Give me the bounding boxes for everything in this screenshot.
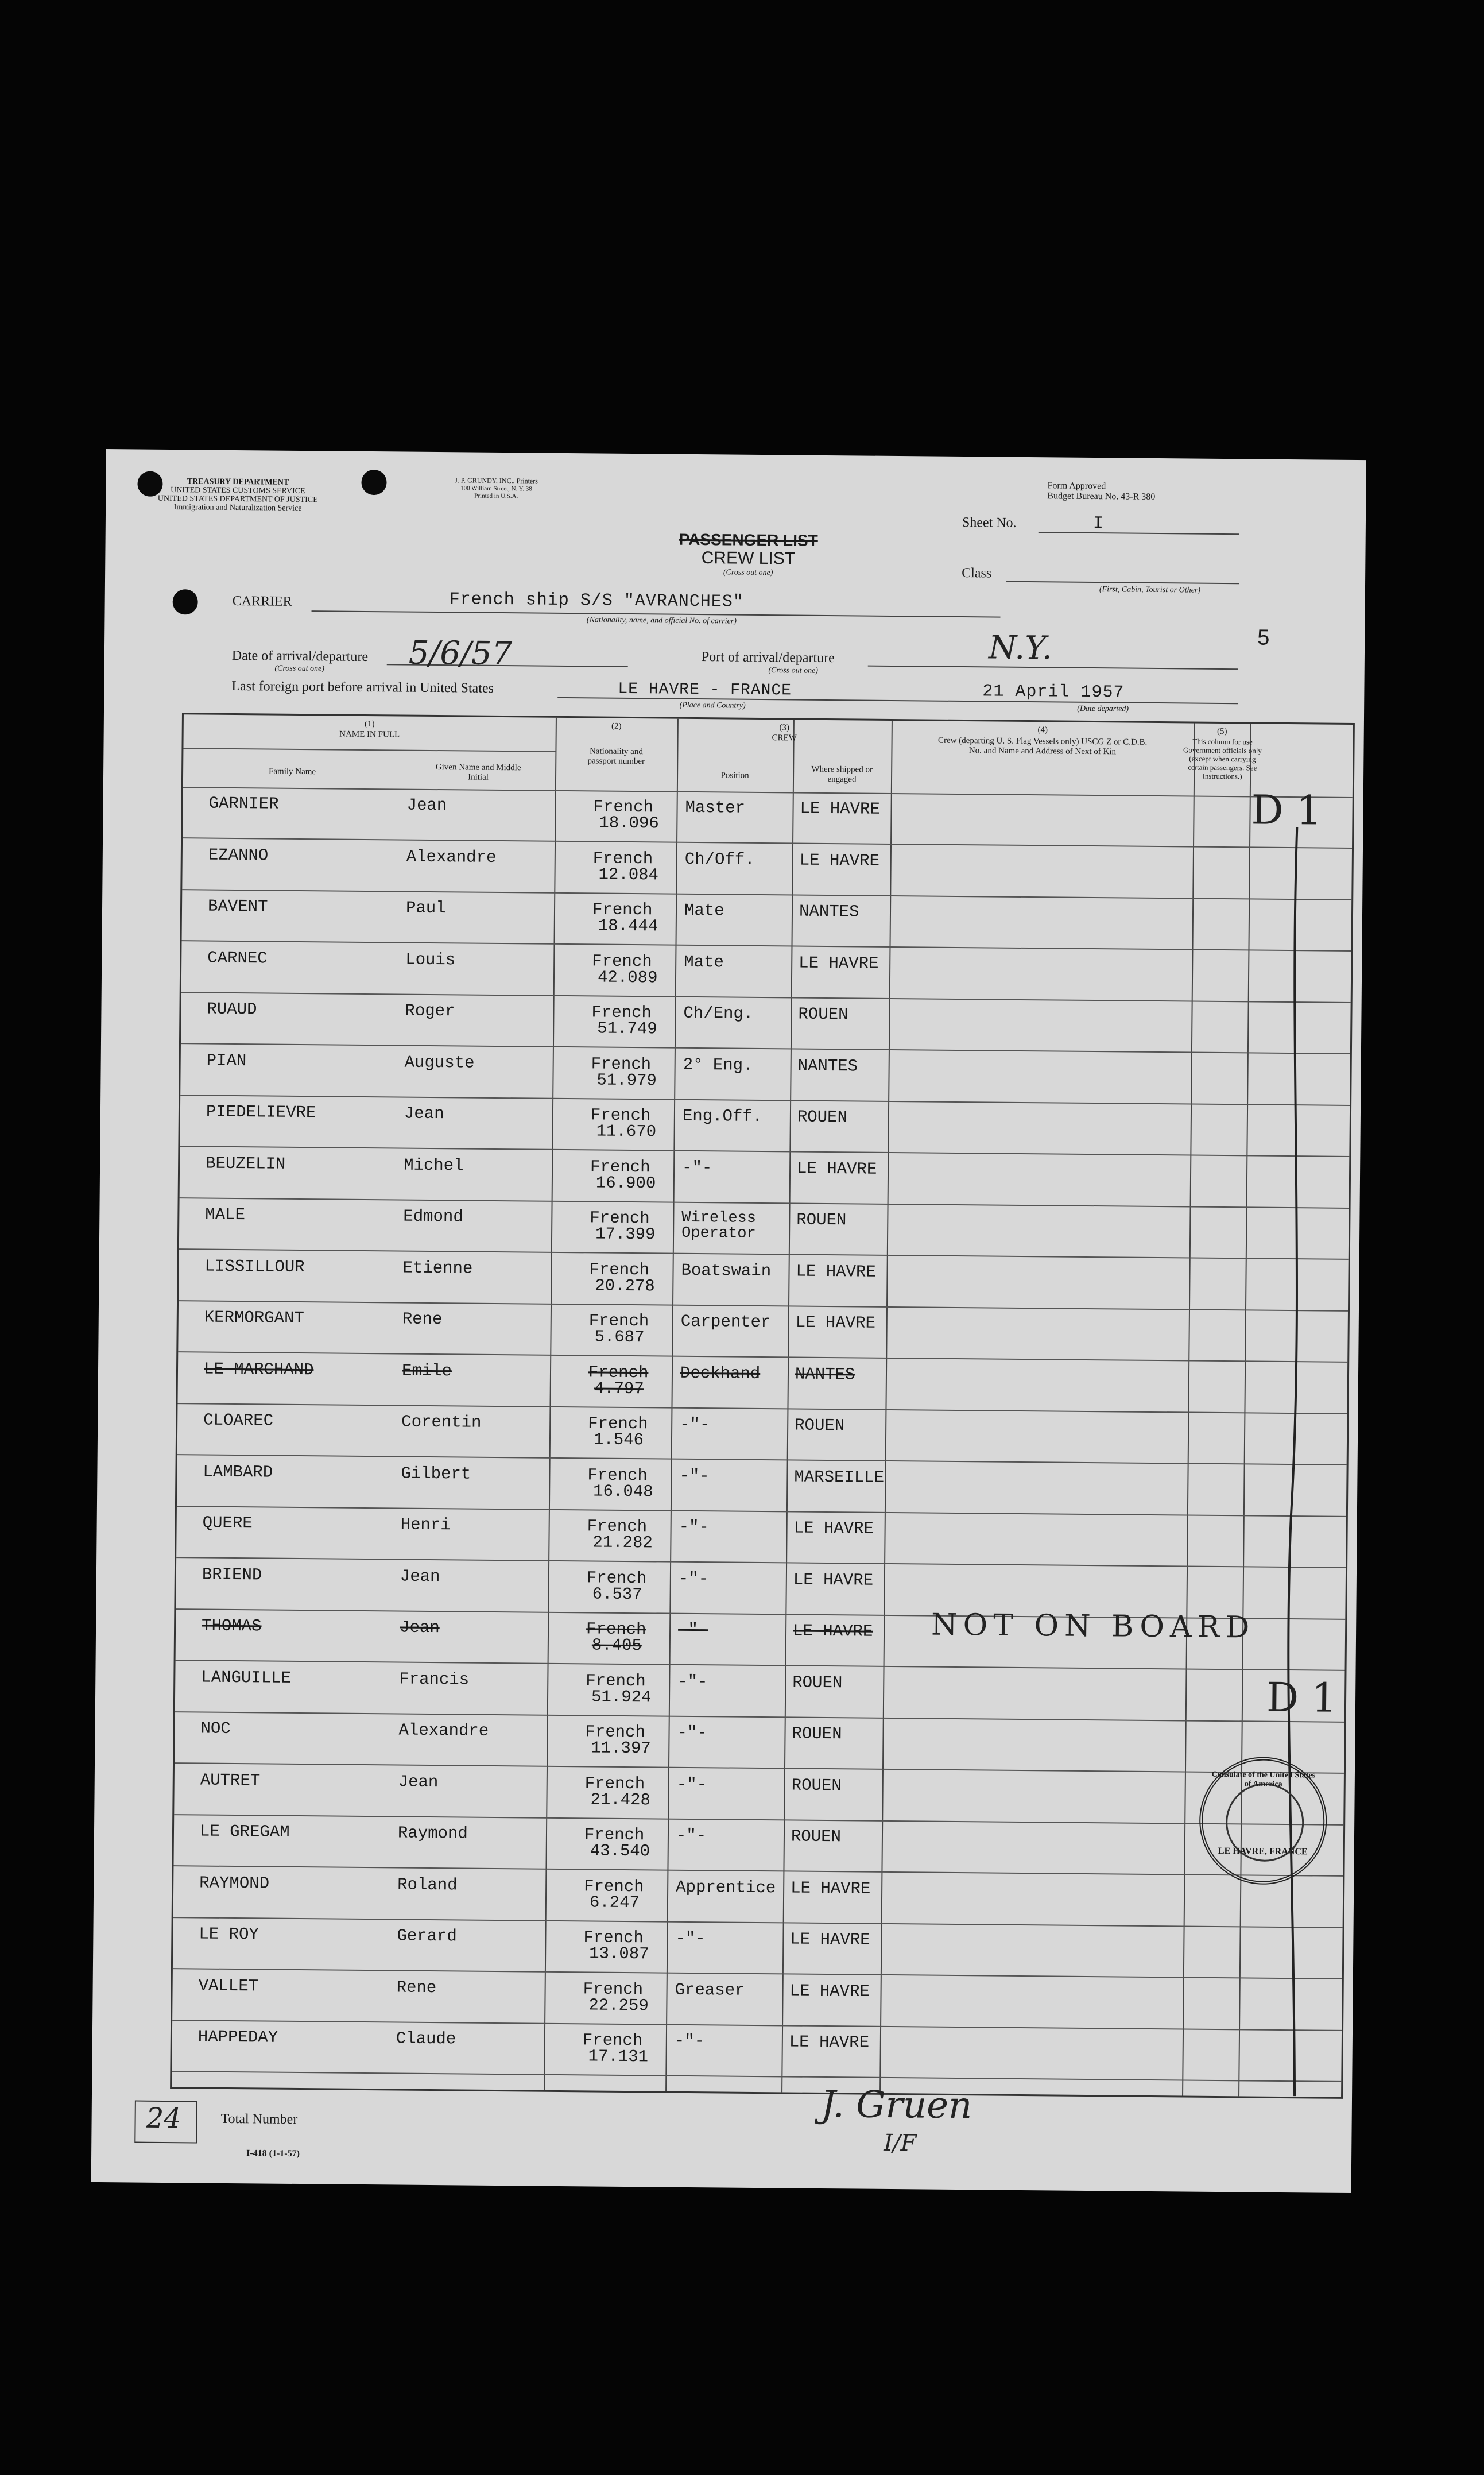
given-name-cell: Henri: [400, 1515, 451, 1535]
col5-title: This column for use Government officials only (except when carrying certain passengers. See Instructions.): [1183, 737, 1262, 781]
budget-bureau: Budget Bureau No. 43-R 380: [1047, 491, 1156, 502]
position-cell: -"-: [677, 1620, 708, 1640]
family-name-cell: LAMBARD: [203, 1462, 273, 1482]
nationality-cell: French: [590, 1208, 650, 1228]
family-name-cell: LE ROY: [199, 1924, 259, 1944]
position-cell: Mate: [684, 900, 724, 921]
position-cell: Mate: [684, 952, 724, 972]
consulate-stamp: [1199, 1757, 1327, 1885]
given-name-cell: Claude: [396, 2029, 456, 2049]
family-name-cell: PIAN: [206, 1051, 247, 1070]
family-name-cell: LISSILLOUR: [204, 1256, 305, 1277]
given-name-cell: Jean: [406, 795, 447, 815]
position-cell: -"-: [677, 1672, 708, 1691]
family-name-cell: THOMAS: [201, 1616, 262, 1636]
given-name-cell: Corentin: [401, 1412, 482, 1432]
nationality-cell: French: [588, 1311, 649, 1331]
position-cell: -"-: [674, 2031, 705, 2051]
shipped-where-cell: LE HAVRE: [793, 1518, 874, 1538]
last-port-label: Last foreign port before arrival in United States: [231, 678, 494, 696]
passport-number-cell: 12.084: [598, 865, 659, 884]
family-name-cell: CLOAREC: [203, 1410, 274, 1430]
carrier-hint: (Nationality, name, and official No. of carrier): [586, 616, 737, 626]
col3-title: CREW: [772, 733, 797, 743]
not-on-board-note: NOT ON BOARD: [931, 1607, 1256, 1645]
position-cell: Wireless Operator: [681, 1209, 757, 1243]
passport-number-cell: 21.282: [592, 1533, 653, 1553]
total-value: 24: [146, 2102, 181, 2135]
dept-line: TREASURY DEPARTMENT: [187, 477, 289, 487]
position-cell: Ch/Off.: [684, 849, 755, 869]
family-name-cell: BRIEND: [202, 1565, 262, 1584]
nationality-cell: French: [582, 2031, 643, 2051]
family-name-cell: RAYMOND: [199, 1873, 270, 1893]
col3-num: (3): [779, 723, 790, 733]
nationality-cell: French: [586, 1670, 646, 1691]
form-approved: Form Approved: [1047, 481, 1106, 492]
shipped-where-cell: LE HAVRE: [791, 1878, 871, 1898]
last-port-hint: (Place and Country): [679, 701, 746, 710]
passport-number-cell: 21.428: [590, 1789, 651, 1809]
nationality-cell: French: [586, 1619, 646, 1639]
d1-mark: D 1: [1266, 1673, 1338, 1722]
family-name-cell: QUERE: [202, 1513, 253, 1533]
given-name-cell: Roland: [397, 1875, 458, 1894]
col5-num: (5): [1216, 726, 1227, 737]
given-name-cell: Alexandre: [398, 1720, 489, 1741]
shipped-where-cell: LE HAVRE: [795, 1313, 876, 1333]
passport-number-cell: 1.546: [593, 1430, 644, 1450]
family-name-cell: KERMORGANT: [204, 1308, 304, 1328]
shipped-where-cell: LE HAVRE: [799, 850, 880, 871]
col4-num: (4): [1037, 725, 1048, 735]
date-label: Date of arrival/departure: [231, 648, 369, 664]
printer-line: J. P. GRUNDY, INC., Printers: [455, 476, 538, 485]
passport-number-cell: 17.399: [595, 1224, 656, 1244]
given-name-cell: Francis: [399, 1669, 470, 1689]
given-name-cell: Rene: [396, 1978, 437, 1997]
given-name-cell: Jean: [400, 1567, 440, 1586]
punch-hole: [172, 589, 197, 614]
position-cell: 2° Eng.: [683, 1055, 753, 1075]
class-label: Class: [962, 566, 992, 581]
position-cell: Apprentice: [676, 1877, 776, 1897]
shipped-where-cell: LE HAVRE: [789, 2032, 870, 2052]
position-cell: -"-: [677, 1723, 707, 1743]
passenger-list-title: PASSENGER LIST: [679, 530, 818, 550]
position-cell: Deckhand: [680, 1363, 761, 1383]
shipped-where-cell: LE HAVRE: [793, 1570, 874, 1590]
shipped-where-cell: NANTES: [795, 1364, 855, 1384]
passport-number-cell: 4.797: [594, 1378, 644, 1398]
given-name-cell: Jean: [398, 1772, 439, 1792]
nationality-cell: French: [591, 1003, 652, 1023]
nationality-cell: French: [584, 1825, 645, 1845]
port-label: Port of arrival/departure: [701, 649, 835, 666]
position-cell: -"-: [681, 1158, 712, 1177]
sheet-underline: [1039, 532, 1239, 535]
family-name-cell: NOC: [200, 1719, 231, 1738]
passport-number-cell: 8.405: [591, 1635, 642, 1656]
passport-number-cell: 42.089: [597, 968, 658, 987]
date-departed-value: 21 April 1957: [982, 682, 1125, 703]
passport-number-cell: 11.397: [591, 1738, 651, 1758]
passport-number-cell: 13.087: [589, 1944, 649, 1964]
family-name-cell: AUTRET: [200, 1770, 261, 1790]
nationality-cell: French: [589, 1259, 650, 1279]
punch-hole: [361, 470, 386, 495]
given-name-cell: Emile: [401, 1361, 452, 1380]
shipped-where-cell: LE HAVRE: [792, 1621, 873, 1641]
nationality-cell: French: [587, 1517, 648, 1537]
shipped-where-cell: ROUEN: [792, 1724, 842, 1744]
given-name-cell: Rene: [402, 1309, 443, 1329]
passport-number-cell: 6.247: [589, 1892, 640, 1912]
position-cell: Ch/Eng.: [683, 1003, 754, 1023]
position-cell: Carpenter: [680, 1312, 771, 1332]
carrier-label: CARRIER: [232, 593, 292, 609]
col-family-name: Family Name: [268, 767, 316, 777]
given-name-cell: Jean: [404, 1104, 444, 1124]
position-cell: Greaser: [675, 1980, 745, 2000]
position-cell: -"-: [679, 1517, 710, 1537]
port-hint: (Cross out one): [768, 666, 819, 675]
family-name-cell: CARNEC: [207, 948, 268, 968]
col1-title: NAME IN FULL: [339, 729, 400, 740]
given-name-cell: Raymond: [397, 1823, 468, 1843]
col-given-name: Given Name and Middle Initial: [435, 763, 521, 782]
position-cell: -"-: [676, 1774, 707, 1794]
crew-list-form: [91, 449, 1366, 2193]
position-cell: Boatswain: [681, 1260, 772, 1281]
nationality-cell: French: [587, 1465, 648, 1485]
shipped-where-cell: LE HAVRE: [799, 953, 879, 973]
position-cell: -"-: [676, 1826, 707, 1846]
passport-number-cell: 51.979: [596, 1070, 657, 1090]
col4-title: Crew (departing U. S. Flag Vessels only) USCG Z or C.D.B. No. and Name and Address of Next of Kin: [937, 736, 1148, 757]
date-departed-hint: (Date departed): [1077, 704, 1129, 714]
shipped-where-cell: ROUEN: [791, 1827, 842, 1847]
given-name-cell: Louis: [405, 950, 456, 969]
shipped-where-cell: LE HAVRE: [790, 1929, 870, 1950]
shipped-where-cell: MARSEILLE: [794, 1467, 885, 1487]
position-cell: -"-: [680, 1414, 710, 1434]
given-name-cell: Edmond: [403, 1206, 463, 1227]
cross-out-hint: (Cross out one): [723, 568, 773, 578]
nationality-cell: French: [590, 1105, 651, 1126]
stamp-city: LE HAVRE, FRANCE: [1218, 1846, 1308, 1857]
page-number: 5: [1257, 625, 1270, 650]
shipped-where-cell: ROUEN: [797, 1107, 848, 1127]
nationality-cell: French: [593, 797, 654, 817]
dept-line: UNITED STATES CUSTOMS SERVICE: [171, 485, 305, 496]
family-name-cell: LE MARCHAND: [203, 1359, 314, 1379]
crew-list-title: CREW LIST: [701, 548, 796, 569]
shipped-where-cell: ROUEN: [798, 1004, 848, 1024]
nationality-cell: French: [585, 1722, 646, 1742]
carrier-value: French ship S/S "AVRANCHES": [449, 590, 744, 612]
family-name-cell: GARNIER: [208, 794, 279, 814]
date-hint: (Cross out one): [274, 664, 325, 674]
family-name-cell: LANGUILLE: [201, 1668, 292, 1688]
port-underline: [868, 666, 1238, 670]
family-name-cell: BEUZELIN: [206, 1154, 286, 1174]
nationality-cell: French: [586, 1568, 647, 1588]
passport-number-cell: 18.096: [599, 813, 659, 833]
port-value: N.Y.: [988, 629, 1053, 667]
position-cell: Master: [685, 798, 746, 818]
family-name-cell: MALE: [205, 1205, 246, 1225]
nationality-cell: French: [588, 1414, 648, 1434]
d1-mark: D 1: [1251, 786, 1322, 834]
passport-number-cell: 20.278: [595, 1275, 655, 1295]
shipped-where-cell: ROUEN: [796, 1210, 847, 1230]
passport-number-cell: 51.749: [597, 1019, 657, 1039]
header-rule: [183, 748, 555, 752]
nationality-cell: French: [583, 1928, 644, 1948]
nationality-cell: French: [584, 1876, 644, 1896]
given-name-cell: Michel: [403, 1155, 464, 1175]
shipped-where-cell: LE HAVRE: [800, 799, 880, 819]
passport-number-cell: 22.259: [588, 1995, 649, 2015]
passport-number-cell: 17.131: [588, 2047, 649, 2067]
shipped-where-cell: ROUEN: [792, 1673, 843, 1692]
shipped-where-cell: NANTES: [799, 902, 859, 922]
nationality-cell: French: [591, 1054, 652, 1074]
family-name-cell: LE GREGAM: [199, 1822, 290, 1842]
passport-number-cell: 43.540: [590, 1841, 650, 1861]
crew-table: [170, 713, 1355, 2099]
nationality-cell: French: [588, 1362, 649, 1382]
position-cell: -"-: [679, 1466, 710, 1486]
passport-number-cell: 6.537: [592, 1584, 642, 1604]
class-underline: [1006, 581, 1239, 585]
table-row: [172, 2020, 1342, 2082]
given-name-cell: Roger: [405, 1001, 455, 1021]
nationality-cell: French: [592, 900, 653, 920]
passport-number-cell: 5.687: [594, 1327, 645, 1347]
printer-line: 100 William Street, N. Y. 38: [460, 485, 532, 493]
col2-title: Nationality and passport number: [587, 747, 645, 767]
family-name-cell: HAPPEDAY: [197, 2027, 278, 2047]
printer-line: Printed in U.S.A.: [474, 492, 518, 500]
form-code: I-418 (1-1-57): [246, 2148, 300, 2159]
given-name-cell: Paul: [405, 898, 446, 918]
total-label: Total Number: [220, 2111, 298, 2128]
signature: J. Gruen: [820, 2083, 972, 2128]
dept-line: UNITED STATES DEPARTMENT OF JUSTICE: [157, 494, 318, 505]
passport-number-cell: 16.048: [593, 1481, 653, 1501]
shipped-where-cell: LE HAVRE: [796, 1159, 877, 1179]
given-name-cell: Etienne: [402, 1258, 473, 1278]
family-name-cell: PIEDELIEVRE: [206, 1102, 316, 1123]
shipped-where-cell: ROUEN: [795, 1416, 845, 1436]
passport-number-cell: 51.924: [591, 1687, 652, 1707]
shipped-where-cell: LE HAVRE: [789, 1981, 870, 2001]
passport-number-cell: 11.670: [596, 1122, 657, 1142]
given-name-cell: Alexandre: [406, 847, 497, 867]
passport-number-cell: 18.444: [598, 916, 658, 936]
position-cell: Eng.Off.: [682, 1106, 763, 1127]
col-where-shipped: Where shipped or engaged: [811, 764, 873, 784]
col-position: Position: [720, 771, 749, 780]
stamp-text: Consulate of the United States of America: [1211, 1770, 1316, 1789]
passport-number-cell: 16.900: [595, 1173, 656, 1193]
family-name-cell: RUAUD: [207, 999, 257, 1019]
given-name-cell: Gerard: [397, 1926, 457, 1946]
family-name-cell: BAVENT: [207, 896, 268, 916]
last-port-value: LE HAVRE - FRANCE: [618, 680, 792, 700]
class-hint: (First, Cabin, Tourist or Other): [1099, 585, 1201, 595]
nationality-cell: French: [584, 1773, 645, 1793]
shipped-where-cell: ROUEN: [791, 1776, 842, 1795]
nationality-cell: French: [590, 1157, 650, 1177]
col2-num: (2): [611, 721, 622, 731]
shipped-where-cell: LE HAVRE: [796, 1262, 876, 1282]
given-name-cell: Jean: [399, 1618, 440, 1638]
date-value: 5/6/57: [408, 634, 513, 673]
signature-note: I/F: [884, 2129, 917, 2157]
family-name-cell: VALLET: [198, 1976, 259, 1996]
nationality-cell: French: [583, 1979, 644, 1999]
sheet-label: Sheet No.: [962, 515, 1017, 531]
col1-num: (1): [365, 719, 375, 729]
dept-line: Immigration and Naturalization Service: [173, 503, 302, 513]
given-name-cell: Gilbert: [401, 1464, 471, 1484]
nationality-cell: French: [592, 848, 653, 868]
nationality-cell: French: [592, 951, 652, 971]
given-name-cell: Auguste: [404, 1053, 475, 1073]
family-name-cell: EZANNO: [208, 845, 269, 865]
position-cell: -"-: [675, 1928, 706, 1948]
shipped-where-cell: NANTES: [797, 1056, 858, 1076]
sheet-value: I: [1092, 514, 1105, 534]
position-cell: -"-: [678, 1569, 709, 1588]
